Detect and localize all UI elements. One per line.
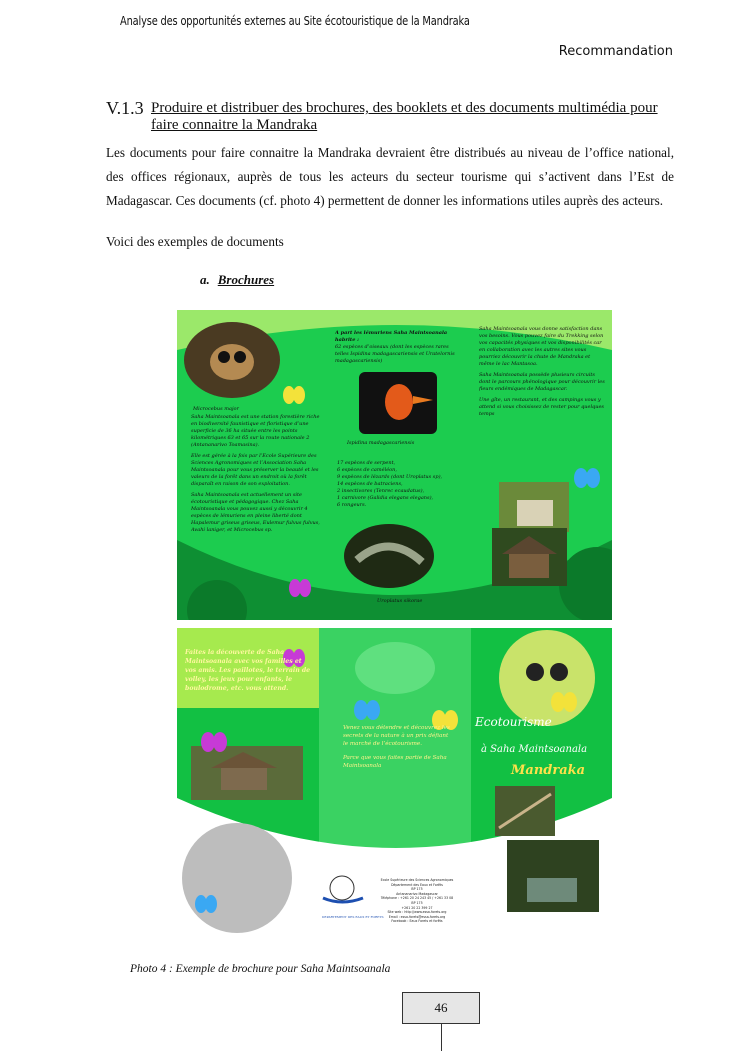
subheading-label: Brochures: [217, 272, 275, 287]
back-title-2: à Saha Maintsoanala: [481, 744, 588, 755]
running-header: Analyse des opportunités externes au Site écotouristique de la Mandraka: [120, 14, 470, 28]
contact-line: Téléphone : +261 20 24 243 45 / +261 33 08: [380, 896, 454, 901]
front-col1-caption: Microcebus major: [193, 406, 239, 412]
contact-line: Site web : http://www.essa-forets.org: [387, 910, 447, 915]
contact-line: Email : essa-forets@essa-forets.org: [388, 914, 446, 919]
brochure-back-svg: [177, 628, 612, 938]
front-list-item: 6 espèces de caméléon,: [337, 467, 397, 473]
brochure-back-image: [177, 628, 612, 938]
front-col3-p2: Saha Maintsoanala possède plusieurs circuits dont le parcours phénologique pour découvrir les fleurs endémiques de Madagascar.: [479, 372, 605, 392]
subheading: [200, 272, 274, 288]
front-list-item: 14 espèces de batraciens,: [337, 481, 403, 487]
body-paragraph: Les documents pour faire connaitre la Mandraka devraient être distribués au niveau de l’office national, des offices régionaux, auprès de tous les acteurs du secteur tourisme qui s’activent dans l’Est de Madagascar. Ces documents (cf. photo 4) permettent de donner les informations utiles auprès des acteurs.: [106, 145, 674, 208]
section-title: Produire et distribuer des brochures, des booklets et des documents multimédia pour faire connaitre la Mandraka: [151, 100, 658, 133]
house-photo-2: [492, 528, 567, 586]
section-number: V.1.3: [106, 98, 144, 118]
contact-line: BP 175: [411, 887, 423, 892]
contact-line: BP 175: [411, 900, 423, 905]
front-col1-p1: Saha Maintsoanala est une station forestière riche en biodiversité faunistique et floristique d’une superficie de 36 ha située entre les points kilométriques 63 et 65 sur la route nationale 2 (Antananarivo Toamasina).: [191, 414, 320, 448]
front-col2-caption: Ispidina madagascariensis: [347, 440, 415, 446]
gecko-photo: [344, 524, 434, 588]
page-number-stem: [441, 1023, 442, 1051]
lemur-photo: [184, 322, 280, 398]
kingfisher-photo: [359, 372, 437, 434]
section-label: Recommandation: [558, 44, 673, 59]
front-list-item: 1 carnivore (Galidia elegans elegans),: [337, 495, 434, 501]
body-paragraph-2: Voici des exemples de documents: [106, 234, 284, 249]
back-title-1: Ecotourisme: [475, 715, 552, 729]
front-col3-p3: Une gîte, un restaurant, et des campings vous y attend si vous choisissez de rester pour quelques temps: [479, 397, 604, 417]
front-list-item: 17 espèces de serpent,: [337, 460, 396, 466]
back-col2-p1: Venez vous détendre et découvrez les secrets de la nature à un prix défiant le marché de l’écotourisme.: [343, 725, 450, 747]
front-col2-intro: A part les lémuriens Saha Maintsoanala habrite :: [335, 330, 448, 343]
front-col1-p3: Saha Maintsoanala est actuellement un site écotouristique et pédagogique. Chez Saha Maintsoanala vous pouvez aussi y découvrir 4 espèces de lémuriens en pleine liberté dont Hapalemur griseus griseus, Eulemur fulvus fulvus, Avahi laniger, et Microcebus sp.: [191, 492, 320, 533]
logo-text: DEPARTEMENT DES EAUX ET FORETS: [322, 915, 384, 919]
contact-line: +261 20 22 399 27: [401, 905, 433, 910]
front-col1-p2: Elle est gérée à la fois par l’Ecole Supérieure des Sciences Agronomiques et l’Association Saha Maintsoanala pour vous préserver la beauté et les valeurs de la forêt dans un endroit où la forêt disparaît en raison de son exploitation.: [191, 453, 319, 487]
brochure-front-image: [177, 310, 612, 620]
contact-line: Département des Eaux et Forêts: [391, 882, 443, 887]
cabin-photo: [191, 746, 303, 800]
brochure-front-svg: [177, 310, 612, 620]
subheading-letter: a.: [200, 272, 210, 287]
front-col2-caption-2: Uroplatus sikorae: [377, 598, 423, 604]
bridge-photo: [495, 786, 555, 836]
back-title-3: Mandraka: [511, 763, 586, 778]
forest-photo: [507, 840, 599, 912]
contact-line: Antananarivo Madagascar: [396, 891, 438, 896]
back-col1-p1: Faites la découverte de Saha Maintsoanala avec vos familles et vos amis. Les paillotes, le terrain de volley, les jeux pour enfants, le boulodrome, etc. vous attend.: [185, 649, 311, 692]
page-number: 46: [402, 992, 480, 1024]
front-col3-p1: Saha Maintsoanala vous donne satisfaction dans vos besoins. Vous pouvez faire du Trekking selon vos capacités physiques et vos disponibilités car en collaboration avec les autres sites vous pourriez découvrir la chute de Mandraka et même le lac Mantasoa.: [479, 326, 604, 367]
front-list-item: 6 rongeurs.: [337, 502, 367, 508]
back-col2-p2: Parce que vous faites partie de Saha Maintsoanala: [343, 755, 447, 769]
contact-line: Facebook : Eaux Forets et forêts: [391, 919, 443, 924]
front-list-item: 9 espèces de lézards (dont Uroplatus sp),: [337, 474, 443, 480]
contact-line: Ecole Supérieure des Sciences Agronomiques: [380, 878, 454, 882]
figure-caption: Photo 4 : Exemple de brochure pour Saha Maintsoanala: [130, 963, 391, 975]
front-list-item: 2 insectivores (Tenrec ecaudatus),: [337, 488, 425, 494]
front-col2-p1: 62 espèces d’oiseaux (dont les espèces rares telles Ispidina madagascariensis et Uratelornis madagascariensis): [335, 344, 455, 364]
house-photo-1: [499, 482, 569, 532]
